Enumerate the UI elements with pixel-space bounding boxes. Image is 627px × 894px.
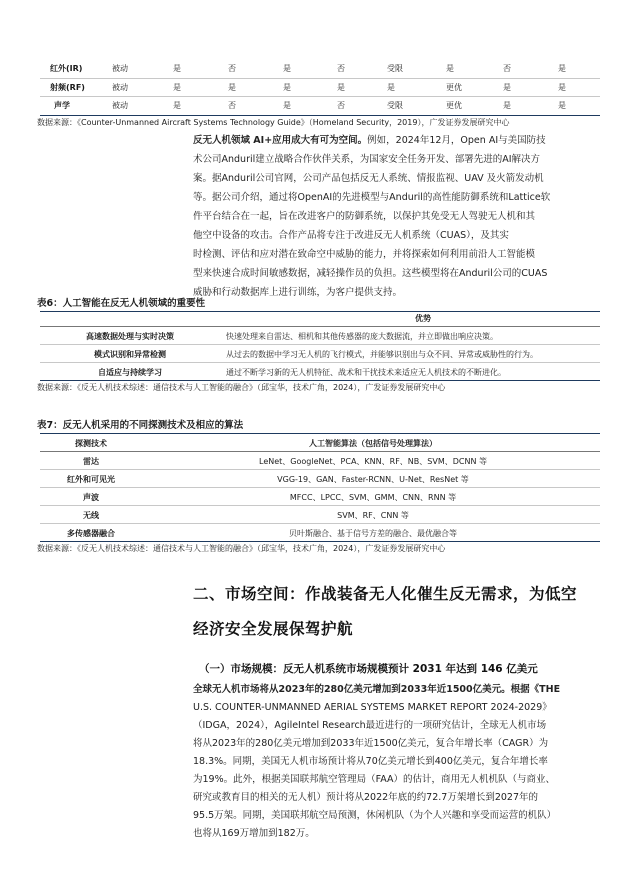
table-cell: 是 [228,83,236,92]
paragraph-line: 95.5万架。同期，美国联邦航空局预测，休闲机队（为个人兴趣和享受而运营的机队） [193,810,557,821]
table-cell: 是 [283,83,291,92]
source-note: 数据来源：《Counter-Unmanned Aircraft Systems Technology Guide》（Homeland Security，2019），广发证券发展研究中心 [37,118,510,127]
paragraph-line: 威胁和行动数据库上进行训练，为客户提供支持。 [193,287,403,298]
table-cell: 贝叶斯融合、基于信号方差的融合、最优融合等 [289,529,457,538]
paragraph-line [193,131,603,150]
divider [40,541,600,542]
paragraph-line: 也将从169万增加到182万。 [193,828,315,839]
table-cell: 红外和可见光 [67,475,115,484]
table-cell: 否 [228,101,236,110]
table-cell: 否 [228,64,236,73]
table-cell: VGG-19、GAN、Faster-RCNN、U-Net、ResNet 等 [277,475,469,484]
paragraph-line: U.S. COUNTER-UNMANNED AERIAL SYSTEMS MARKET REPORT 2024-2029》 [193,702,552,713]
table-row [40,97,600,115]
table-title: 表6：人工智能在反无人机领域的重要性 [37,298,206,309]
table-row [40,79,600,97]
table-row [40,471,600,488]
paragraph-line: 将从2023年的280亿美元增加到2033年近1500亿美元，复合年增长率（CAGR）为 [193,738,549,749]
paragraph-text: 例如，2024年12月，Open AI与美国防技 [367,135,546,146]
table-cell: 雷达 [83,457,99,466]
divider [40,311,600,312]
divider [40,362,600,363]
source-note: 数据来源：《反无人机技术综述：通信技术与人工智能的融合》（邱宝华，技术广角，2024），广发证券发展研究中心 [37,383,446,392]
paragraph-line: 他空中设备的攻击。合作产品将专注于改进反无人机系统（CUAS），及其实 [193,230,509,241]
table-cell: 被动 [112,101,128,110]
table-cell: 是 [503,101,511,110]
paragraph-line: 术公司Anduril建立战略合作伙伴关系，为国家安全任务开发、部署先进的AI解决方 [193,154,541,165]
anduril-paragraph [193,131,603,302]
table-cell: 被动 [112,83,128,92]
table-row [40,346,600,363]
table-cell: 模式识别和异常检测 [94,350,166,359]
divider [40,469,600,470]
table-cell: 射频(RF) [50,83,85,92]
table-row [40,328,600,345]
table-cell: 声波 [83,493,99,502]
table-cell: 是 [387,83,395,92]
table-cell: 是 [173,64,181,73]
table-cell: 从过去的数据中学习无人机的飞行模式，并能够识别出与众不同、异常或威胁性的行为。 [226,350,538,359]
table-cell: 自适应与持续学习 [98,368,162,377]
table-cell: 否 [337,101,345,110]
divider [40,505,600,506]
paragraph-line: 等。据公司介绍，通过将OpenAI的先进模型与Anduril的高性能防御系统和Lattice软 [193,192,551,203]
table-cell: 通过不断学习新的无人机特征、战术和干扰技术来适应无人机技术的不断进化。 [226,368,506,377]
divider [40,326,600,327]
table-cell: MFCC、LPCC、SVM、GMM、CNN、RNN 等 [289,493,457,502]
paragraph-line: 全球无人机市场将从2023年的280亿美元增加到2033年近1500亿美元。根据《THE [193,684,561,695]
paragraph-line: 18.3%。同期，美国无人机市场预计将从70亿美元增长到400亿美元，复合年增长率 [193,756,548,767]
table-header: 人工智能算法（包括信号处理算法） [309,439,437,448]
divider [40,380,600,381]
table-cell: 更优 [446,83,462,92]
paragraph-lead: 反无人机领域 AI+应用成大有可为空间。 [193,135,368,146]
divider [40,115,600,116]
table-cell: 是 [283,64,291,73]
subsection-heading: （一）市场规模：反无人机系统市场规模预计 2031 年达到 146 亿美元 [199,663,538,675]
section-title: 经济安全发展保驾护航 [193,620,354,638]
table-cell: 是 [558,64,566,73]
table-cell: 更优 [446,101,462,110]
table-cell: 是 [337,83,345,92]
table-cell: LeNet、GoogleNet、PCA、KNN、RF、NB、SVM、DCNN 等 [259,457,487,466]
table-row [40,364,600,381]
table-cell: 是 [173,101,181,110]
table-cell: 红外(IR) [50,64,83,73]
table-row [40,453,600,470]
divider [40,433,600,434]
source-note: 数据来源：《反无人机技术综述：通信技术与人工智能的融合》（邱宝华，技术广角，2024），广发证券发展研究中心 [37,544,446,553]
table-row [40,60,600,78]
paragraph-line: 研究或教育目的相关的无人机）预计将从2022年底的约72.7万架增长到2027年的 [193,792,539,803]
divider [40,487,600,488]
table-row [40,525,600,542]
divider [40,523,600,524]
table-cell: 无线 [83,511,99,520]
table-cell: 否 [337,64,345,73]
table-title: 表7：反无人机采用的不同探测技术及相应的算法 [37,420,244,431]
table-cell: 是 [558,83,566,92]
table-cell: 受限 [387,101,403,110]
paragraph-line: 型来快速合成时间敏感数据，减轻操作员的负担。这些模型将在Anduril公司的CUAS [193,268,548,279]
section-title: 二、市场空间：作战装备无人化催生反无需求，为低空 [193,585,578,603]
table-cell: 多传感器融合 [67,529,115,538]
paragraph-line: 案。据Anduril公司官网，公司产品包括反无人系统、情报监视、UAV 及火箭发动机 [193,173,544,184]
table-row [40,489,600,506]
table-cell: 受限 [387,64,403,73]
divider [40,451,600,452]
table-cell: SVM、RF、CNN 等 [337,511,409,520]
table-cell: 是 [446,64,454,73]
table-cell: 快速处理来自雷达、相机和其他传感器的庞大数据流，并立即做出响应决策。 [226,332,498,341]
table-cell: 被动 [112,64,128,73]
paragraph-line: 时检测、评估和应对潜在致命空中威胁的能力，并将探索如何利用前沿人工智能模 [193,249,536,260]
table-header-row [40,435,600,452]
paragraph-line: （IDGA，2024），AgileIntel Research最近进行的一项研究估计，全球无人机市场 [193,720,547,731]
table-cell: 是 [173,83,181,92]
table-cell: 高速数据处理与实时决策 [86,332,174,341]
divider [40,344,600,345]
table-header: 优势 [415,314,431,323]
table-cell: 是 [558,101,566,110]
paragraph-line: 件平台结合在一起，旨在改进客户的防御系统，以保护其免受无人驾驶无人机和其 [193,211,536,222]
table-cell: 声学 [54,101,70,110]
table-row [40,507,600,524]
paragraph-line: 为19%。此外，根据美国联邦航空管理局（FAA）的估计，商用无人机机队（与商业、 [193,774,555,785]
table-header: 探测技术 [75,439,107,448]
table-cell: 否 [503,64,511,73]
market-paragraph [193,681,603,843]
table-cell: 是 [283,101,291,110]
table-cell: 是 [503,83,511,92]
